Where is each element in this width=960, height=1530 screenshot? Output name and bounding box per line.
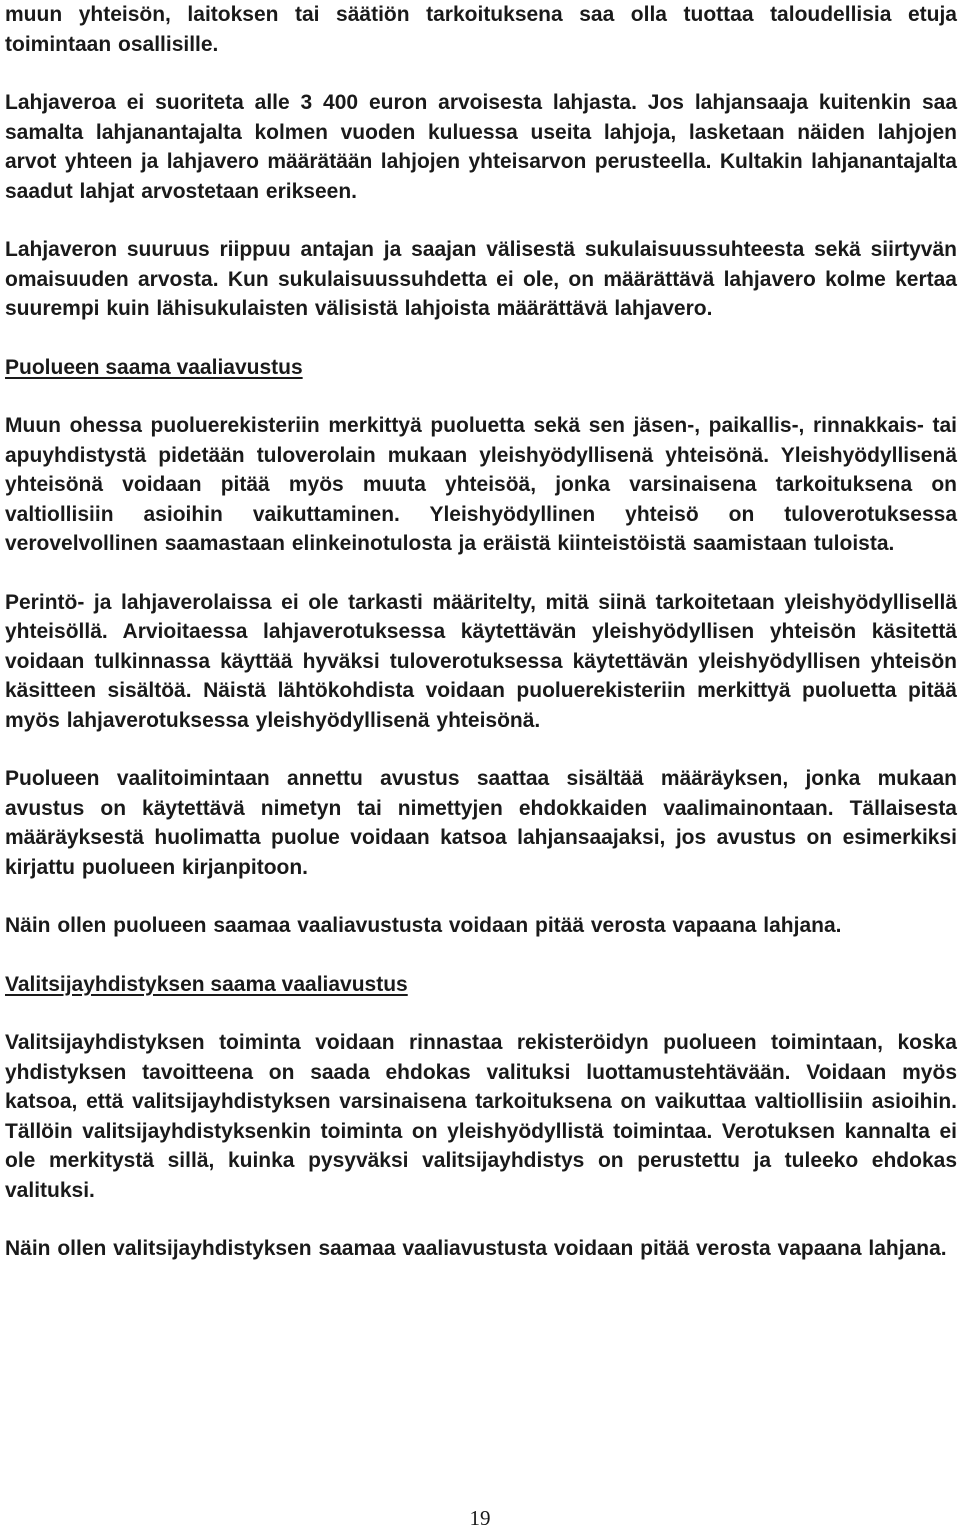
paragraph-gift-tax-amount: Lahjaveron suuruus riippuu antajan ja saajan välisestä sukulaisuussuhteesta sekä siirtyvän omaisuuden arvosta. Kun sukulaisuussuhdetta ei ole, on määrättävä lahjavero kolme kertaa suurempi kuin lähisukulaisten välisistä lahjoista määrättävä lahjavero.	[5, 238, 957, 320]
paragraph-inheritance-gift-tax-law: Perintö- ja lahjaverolaissa ei ole tarkasti määritelty, mitä siinä tarkoitetaan yleishyödyllisellä yhteisöllä. Arvioitaessa lahjaverotuksessa käytettävän yleishyödyllisen yhteisön käsitettä voidaan tulkinnassa käyttää hyväksi tuloverotuksessa käytettävän yleishyödyllisen yhteisön käsitteen sisältöä. Näistä lähtökohdista voidaan puoluerekisteriin merkittyä puoluetta pitää myös lahjaverotuksessa yleishyödyllisenä yhteisönä.	[5, 590, 957, 732]
paragraph-gift-tax-threshold: Lahjaveroa ei suoriteta alle 3 400 euron arvoisesta lahjasta. Jos lahjansaaja kuitenkin saa samalta lahjanantajalta kolmen vuoden kuluessa useita lahjoja, lasketaan näiden lahjojen arvot yhteen ja lahjavero määrätään lahjojen yhteisarvon perusteella. Kultakin lahjanantajalta saadut lahjat arvostetaan erikseen.	[5, 91, 957, 203]
paragraph-eligibility-continuation: muun yhteisön, laitoksen tai säätiön tarkoituksena saa olla tuottaa taloudellisia etuja toimintaan osallisille.	[5, 3, 957, 56]
document-page	[5, 0, 957, 1293]
paragraph-electoral-association-activity: Valitsijayhdistyksen toiminta voidaan rinnastaa rekisteröidyn puolueen toimintaan, koska yhdistyksen tavoitteena on saada ehdokas valituksi luottamustehtävään. Voidaan myös katsoa, että valitsijayhdistyksen varsinaisena tarkoituksena on vaikuttaa valtiollisiin asioihin. Tällöin valitsijayhdistyksenkin toiminta on yleishyödyllistä toimintaa. Verotuksen kannalta ei ole merkitystä sillä, kuinka pysyväksi valitsijayhdistys on perustettu ja tuleeko ehdokas valituksi.	[5, 1031, 957, 1202]
page-number: 19	[469, 1506, 491, 1530]
paragraph-electoral-association-conclusion: Näin ollen valitsijayhdistyksen saamaa vaaliavustusta voidaan pitää verosta vapaana lahjana.	[5, 1237, 947, 1260]
paragraph-campaign-grant-conditions: Puolueen vaalitoimintaan annettu avustus saattaa sisältää määräyksen, jonka mukaan avustus on käytettävä nimetyn tai nimettyjen ehdokkaiden vaalimainontaan. Tällaisesta määräyksestä huolimatta puolue voidaan katsoa lahjansaajaksi, jos avustus on esimerkiksi kirjattu puolueen kirjanpitoon.	[5, 767, 957, 879]
paragraph-party-conclusion: Näin ollen puolueen saamaa vaaliavustusta voidaan pitää verosta vapaana lahjana.	[5, 914, 842, 937]
heading-party-election-grant: Puolueen saama vaaliavustus	[5, 355, 303, 379]
heading-electoral-association-grant: Valitsijayhdistyksen saama vaaliavustus	[5, 972, 408, 996]
paragraph-public-benefit-entity: Muun ohessa puoluerekisteriin merkittyä puoluetta sekä sen jäsen-, paikallis-, rinnakkais- tai apuyhdistystä pidetään tuloverolain mukaan yleishyödyllisenä yhteisönä. Yleishyödyllisenä yhteisönä voidaan pitää myös muuta yhteisöä, jonka varsinaisena tarkoituksena on valtiollisiin asioihin vaikuttaminen. Yleishyödyllinen yhteisö on tuloverotuksessa verovelvollinen saamastaan elinkeinotulosta ja eräistä kiinteistöistä saamistaan tuloista.	[5, 414, 957, 555]
